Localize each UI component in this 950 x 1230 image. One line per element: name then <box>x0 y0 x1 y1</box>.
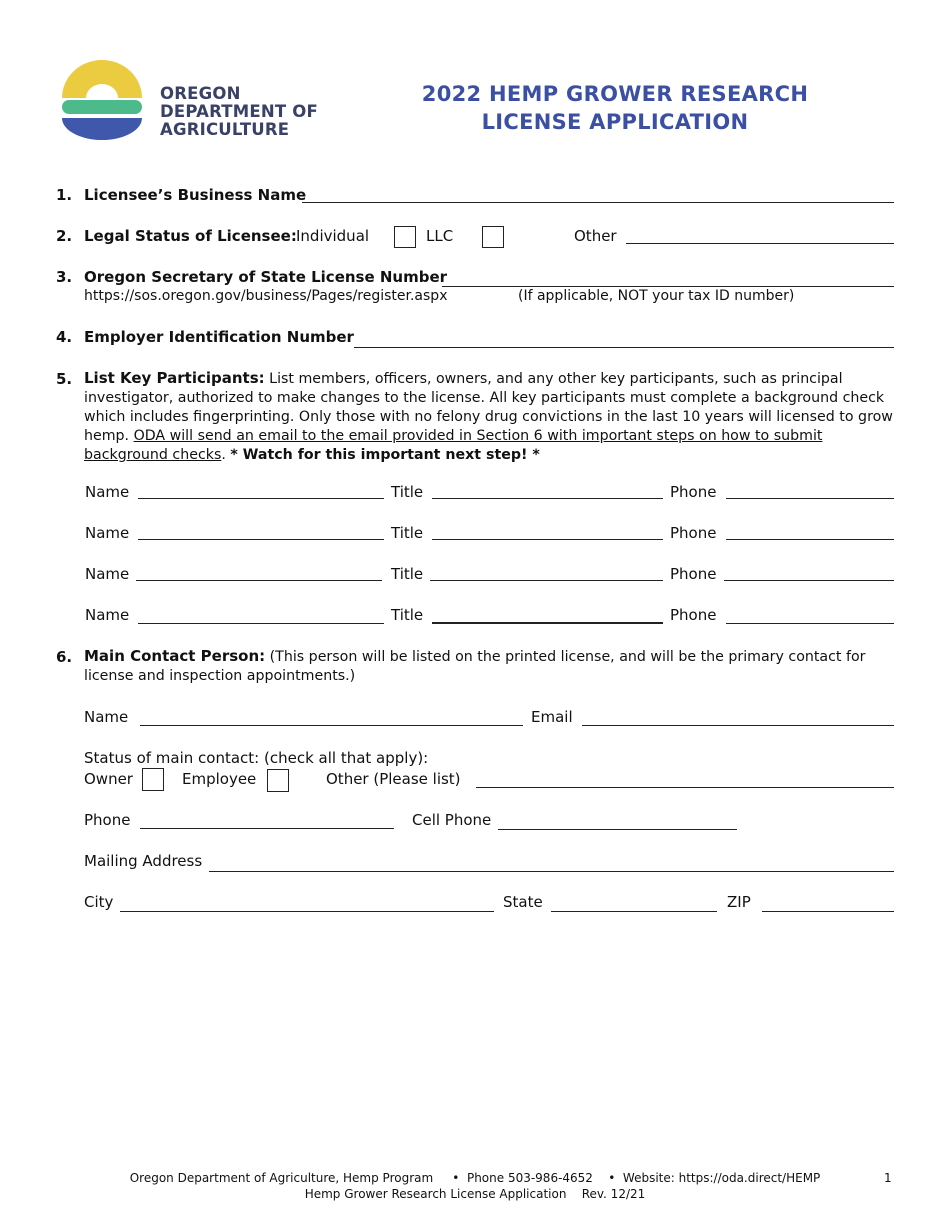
sos-license-label: Oregon Secretary of State License Number <box>84 268 448 286</box>
punct: . <box>221 447 231 463</box>
participant-phone-field[interactable] <box>726 498 894 499</box>
zip-label: ZIP <box>727 893 751 911</box>
title-label: Title <box>391 483 424 501</box>
business-name-label: Licensee’s Business Name <box>84 186 307 204</box>
title-label: Title <box>391 524 424 542</box>
name-label: Name <box>85 524 130 542</box>
cell-phone-field[interactable] <box>498 829 737 830</box>
other-label: Other <box>574 227 617 245</box>
city-field[interactable] <box>120 911 494 912</box>
logo-line-3: AGRICULTURE <box>160 120 290 139</box>
participant-name-field[interactable] <box>138 623 384 624</box>
participant-title-field[interactable] <box>432 498 663 499</box>
ein-label: Employer Identification Number <box>84 328 354 346</box>
participant-phone-field[interactable] <box>724 580 894 581</box>
page-title <box>400 80 830 136</box>
name-label: Name <box>85 565 130 583</box>
footer-line-2: Hemp Grower Research License Application Rev. 12/21 <box>304 1187 646 1201</box>
watch-note: * Watch for this important next step! * <box>230 447 540 463</box>
participant-name-field[interactable] <box>138 539 384 540</box>
phone-label: Phone <box>670 565 717 583</box>
main-contact-paragraph <box>84 647 894 686</box>
section-number: 4. <box>56 328 73 346</box>
title-label: Title <box>391 606 424 624</box>
oda-logo-icon <box>60 60 144 140</box>
business-name-field[interactable] <box>302 202 894 203</box>
participant-title-field[interactable] <box>432 622 663 624</box>
sos-note: (If applicable, NOT your tax ID number) <box>518 288 795 304</box>
participant-phone-field[interactable] <box>726 539 894 540</box>
section-number: 2. <box>56 227 73 245</box>
sos-license-field[interactable] <box>442 286 894 287</box>
main-contact-text: (This person will be listed on the printed license, and will be the primary contact for license and inspection appointments.) <box>84 649 866 684</box>
employee-checkbox[interactable] <box>267 769 289 792</box>
legal-status-label: Legal Status of Licensee: <box>84 227 297 245</box>
llc-label: LLC <box>426 227 454 245</box>
contact-phone-label: Phone <box>84 811 131 829</box>
participant-title-field[interactable] <box>430 580 663 581</box>
zip-field[interactable] <box>762 911 894 912</box>
participant-title-field[interactable] <box>432 539 663 540</box>
mailing-address-label: Mailing Address <box>84 852 203 870</box>
owner-label: Owner <box>84 770 133 788</box>
logo-wordmark <box>160 85 318 139</box>
name-label: Name <box>85 606 130 624</box>
other-list-label: Other (Please list) <box>326 770 461 788</box>
section-1 <box>56 186 72 204</box>
state-field[interactable] <box>551 911 717 912</box>
key-participants-text: List members, officers, owners, and any other key participants, such as principal investigator, authorized to make changes to the license. All key participants must complete a background check which includes fingerprinting. Only those with no felony drug convictions in the last 10 years will licensed to grow hemp. <box>84 371 893 444</box>
phone-label: Phone <box>670 483 717 501</box>
employee-label: Employee <box>182 770 257 788</box>
llc-checkbox[interactable] <box>482 226 504 248</box>
logo-line-2: DEPARTMENT OF <box>160 102 318 121</box>
logo-line-1: OREGON <box>160 84 241 103</box>
key-participants-paragraph <box>84 369 894 465</box>
participant-name-field[interactable] <box>136 580 382 581</box>
city-label: City <box>84 893 114 911</box>
section-number: 1. <box>56 186 73 204</box>
section-number: 3. <box>56 268 73 286</box>
section-number: 5. <box>56 370 73 388</box>
phone-label: Phone <box>670 606 717 624</box>
title-line-2: LICENSE APPLICATION <box>481 110 749 134</box>
footer-line-1: Oregon Department of Agriculture, Hemp Program • Phone 503-986-4652 • Website: https://oda.direct/HEMP <box>129 1171 821 1185</box>
contact-name-label: Name <box>84 708 129 726</box>
status-label: Status of main contact: (check all that apply): <box>84 749 429 767</box>
ein-field[interactable] <box>354 347 894 348</box>
phone-label: Phone <box>670 524 717 542</box>
name-label: Name <box>85 483 130 501</box>
main-contact-label: Main Contact Person: <box>84 647 266 665</box>
cell-phone-label: Cell Phone <box>412 811 492 829</box>
participant-phone-field[interactable] <box>726 623 894 624</box>
participant-name-field[interactable] <box>138 498 384 499</box>
owner-checkbox[interactable] <box>142 768 164 791</box>
key-participants-label: List Key Participants: <box>84 369 265 387</box>
contact-name-field[interactable] <box>140 725 523 726</box>
other-status-field[interactable] <box>626 243 894 244</box>
sos-url-link[interactable]: https://sos.oregon.gov/business/Pages/register.aspx <box>84 288 448 304</box>
other-list-field[interactable] <box>476 787 894 788</box>
background-check-note: ODA will send an email to the email provided in Section 6 with important steps on how to submit background checks <box>84 428 823 463</box>
state-label: State <box>503 893 543 911</box>
contact-email-label: Email <box>531 708 573 726</box>
section-number: 6. <box>56 648 73 666</box>
title-label: Title <box>391 565 424 583</box>
contact-phone-field[interactable] <box>140 828 394 829</box>
title-line-1: 2022 HEMP GROWER RESEARCH <box>421 82 809 106</box>
individual-label: Individual <box>296 227 370 245</box>
mailing-address-field[interactable] <box>209 871 894 872</box>
individual-checkbox[interactable] <box>394 226 416 248</box>
contact-email-field[interactable] <box>582 725 894 726</box>
page-number: 1 <box>884 1171 892 1185</box>
